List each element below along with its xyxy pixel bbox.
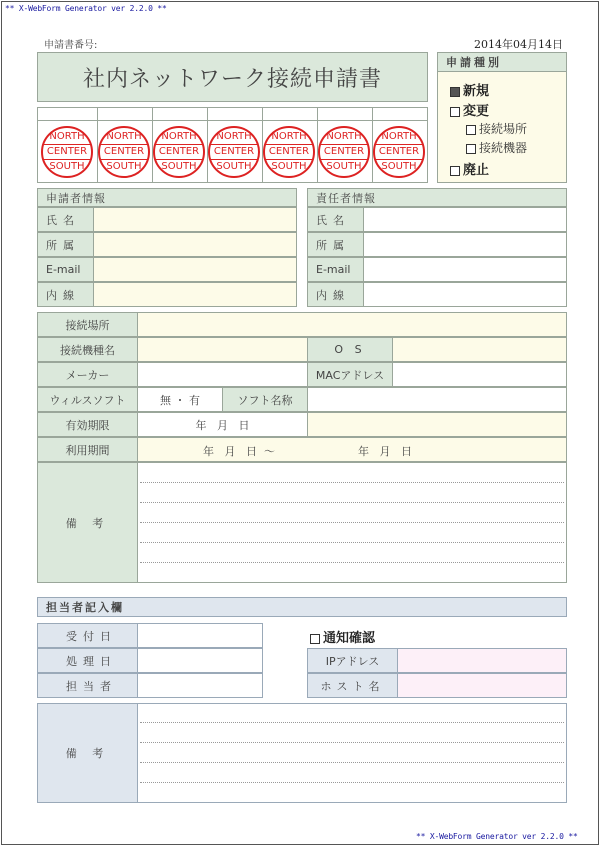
applicant-email-label: E-mail <box>37 257 94 282</box>
kind-abolish-option[interactable]: 廃止 <box>450 159 489 178</box>
period-from-text: 年 月 日 〜 <box>203 445 275 458</box>
approval-stamp: NORTH CENTER SOUTH <box>208 126 260 178</box>
location-field[interactable] <box>137 312 567 337</box>
applicant-ext-label: 内線 <box>37 282 94 307</box>
period-to-text: 年 月 日 <box>358 445 412 458</box>
kind-device-option[interactable]: 接続機器 <box>466 139 527 156</box>
os-field[interactable] <box>392 337 567 362</box>
applicant-dept-label: 所属 <box>37 232 94 257</box>
received-field[interactable] <box>137 623 263 648</box>
applicant-dept-field[interactable] <box>93 232 297 257</box>
applicant-ext-field[interactable] <box>93 282 297 307</box>
applicant-name-label: 氏名 <box>37 207 94 232</box>
applicant-email-field[interactable] <box>93 257 297 282</box>
checkbox-icon[interactable] <box>450 107 460 117</box>
approval-stamp: NORTH CENTER SOUTH <box>263 126 315 178</box>
approval-stamp: NORTH CENTER SOUTH <box>153 126 205 178</box>
model-label: 接続機種名 <box>37 337 138 362</box>
applicant-name-field[interactable] <box>93 207 297 232</box>
manager-name-label: 氏名 <box>307 207 364 232</box>
checkbox-icon[interactable] <box>466 125 476 135</box>
remarks-label: 備 考 <box>37 462 138 583</box>
processed-label: 処理日 <box>37 648 138 673</box>
validity-label: 有効期限 <box>37 412 138 437</box>
manager-title: 責任者情報 <box>307 188 567 207</box>
soft-name-field[interactable] <box>307 387 567 412</box>
staff-remarks-label: 備 考 <box>37 703 138 803</box>
application-number-label: 申請書番号: <box>44 40 98 51</box>
generator-bottom: ** X-WebForm Generator ver 2.2.0 ** <box>416 832 578 841</box>
stamp-divider <box>37 120 428 121</box>
maker-field[interactable] <box>137 362 308 387</box>
kind-new-option[interactable]: 新規 <box>450 80 489 99</box>
kind-location-option[interactable]: 接続場所 <box>466 120 527 137</box>
manager-dept-field[interactable] <box>363 232 567 257</box>
kind-change-option[interactable]: 変更 <box>450 100 489 119</box>
checkbox-icon[interactable] <box>310 634 320 644</box>
person-field[interactable] <box>137 673 263 698</box>
kind-title: 申請種別 <box>437 52 567 72</box>
approval-stamp: NORTH CENTER SOUTH <box>98 126 150 178</box>
validity-field[interactable]: 年 月 日 <box>137 412 308 437</box>
manager-email-label: E-mail <box>307 257 364 282</box>
notify-option[interactable]: 通知確認 <box>310 627 375 646</box>
mac-field[interactable] <box>392 362 567 387</box>
checkbox-checked-icon[interactable] <box>450 87 460 97</box>
checkbox-icon[interactable] <box>466 144 476 154</box>
person-label: 担当者 <box>37 673 138 698</box>
validity-blank <box>307 412 567 437</box>
received-label: 受付日 <box>37 623 138 648</box>
checkbox-icon[interactable] <box>450 166 460 176</box>
manager-name-field[interactable] <box>363 207 567 232</box>
period-label: 利用期間 <box>37 437 138 462</box>
virus-label: ウィルスソフト <box>37 387 138 412</box>
location-label: 接続場所 <box>37 312 138 337</box>
staff-remarks-field[interactable] <box>137 703 567 803</box>
page-title: 社内ネットワーク接続申請書 <box>37 52 428 102</box>
mac-label: MACアドレス <box>307 362 393 387</box>
manager-ext-field[interactable] <box>363 282 567 307</box>
model-field[interactable] <box>137 337 308 362</box>
ip-label: IPアドレス <box>307 648 398 673</box>
date-text: 2014年04月14日 <box>474 38 563 51</box>
ip-field[interactable] <box>397 648 567 673</box>
generator-top: ** X-WebForm Generator ver 2.2.0 ** <box>5 4 167 13</box>
manager-ext-label: 内線 <box>307 282 364 307</box>
os-label: O S <box>307 337 393 362</box>
host-label: ホスト名 <box>307 673 398 698</box>
staff-title: 担当者記入欄 <box>37 597 567 617</box>
processed-field[interactable] <box>137 648 263 673</box>
period-field[interactable] <box>137 437 567 462</box>
soft-name-label: ソフト名称 <box>222 387 308 412</box>
applicant-title: 申請者情報 <box>37 188 297 207</box>
virus-option-field[interactable]: 無 ・ 有 <box>137 387 223 412</box>
manager-dept-label: 所属 <box>307 232 364 257</box>
approval-stamp: NORTH CENTER SOUTH <box>318 126 370 178</box>
approval-stamp: NORTH CENTER SOUTH <box>41 126 93 178</box>
maker-label: メーカー <box>37 362 138 387</box>
approval-stamp: NORTH CENTER SOUTH <box>373 126 425 178</box>
host-field[interactable] <box>397 673 567 698</box>
manager-email-field[interactable] <box>363 257 567 282</box>
